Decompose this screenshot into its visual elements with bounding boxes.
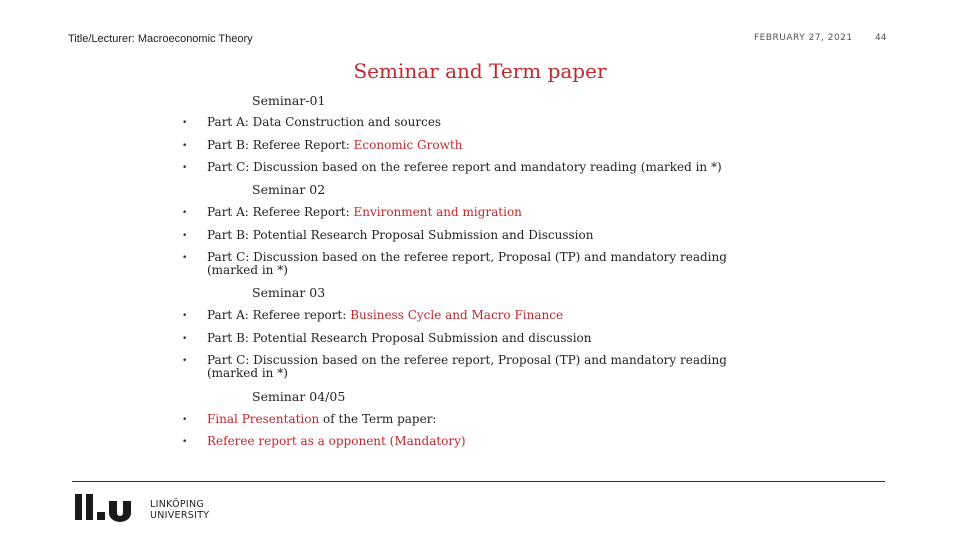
liu-logo-icon [75, 492, 145, 526]
bullet: • [182, 356, 188, 366]
bullet: • [182, 437, 188, 447]
list-item: Part B: Potential Research Proposal Submission and discussion [207, 331, 592, 345]
list-item: Part C: Discussion based on the referee report, Proposal (TP) and mandatory reading (marked in *) [207, 353, 727, 380]
header-date: FEBRUARY 27, 2021 [754, 33, 853, 43]
header-course-title: Title/Lecturer: Macroeconomic Theory [68, 33, 253, 45]
list-item: Part A: Referee Report: Environment and migration [207, 205, 522, 219]
page-number: 44 [875, 33, 887, 43]
bullet: • [182, 118, 188, 128]
seminar-heading: Seminar 04/05 [252, 389, 346, 404]
seminar-heading: Seminar-01 [252, 93, 326, 108]
slide-title: Seminar and Term paper [353, 59, 607, 83]
footer-divider [72, 481, 885, 482]
seminar-heading: Seminar 03 [252, 285, 326, 300]
list-item: Part B: Potential Research Proposal Submission and Discussion [207, 228, 594, 242]
list-item: Part C: Discussion based on the referee report and mandatory reading (marked in *) [207, 160, 722, 174]
bullet: • [182, 163, 188, 173]
list-item: Final Presentation of the Term paper: [207, 412, 437, 426]
list-item: Referee report as a opponent (Mandatory) [207, 434, 466, 448]
bullet: • [182, 253, 188, 263]
bullet: • [182, 415, 188, 425]
bullet: • [182, 311, 188, 321]
bullet: • [182, 141, 188, 151]
list-item: Part A: Data Construction and sources [207, 115, 442, 129]
seminar-heading: Seminar 02 [252, 182, 326, 197]
university-name: LINKÖPING UNIVERSITY [150, 499, 210, 521]
list-item: Part C: Discussion based on the referee report, Proposal (TP) and mandatory reading (marked in *) [207, 250, 727, 277]
bullet: • [182, 208, 188, 218]
list-item: Part B: Referee Report: Economic Growth [207, 138, 463, 152]
list-item: Part A: Referee report: Business Cycle and Macro Finance [207, 308, 564, 322]
bullet: • [182, 231, 188, 241]
bullet: • [182, 334, 188, 344]
